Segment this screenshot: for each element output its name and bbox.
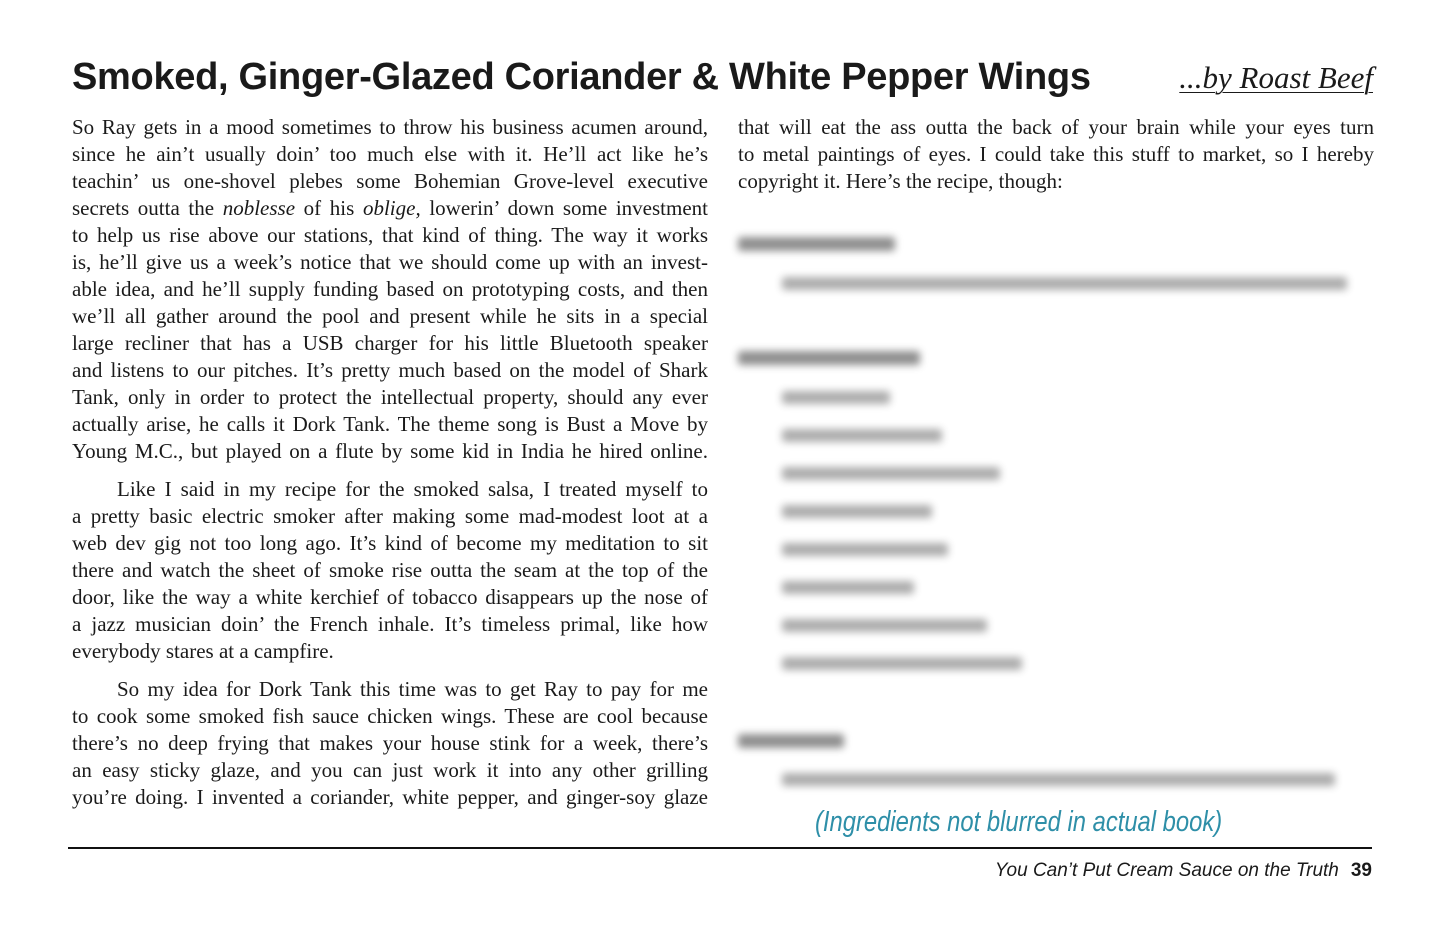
blurred-heading [738,734,844,748]
recipe-title: Smoked, Ginger-Glazed Coriander & White Pepper Wings [72,56,1091,98]
page-number: 39 [1350,860,1372,881]
text-line: So Ray gets in a mood sometimes to throw his business acumen around, [72,115,708,139]
italic-span: noblesse [222,196,296,220]
text-line: there and watch the sheet of smoke rise outta the seam at the top of the [72,558,708,582]
text-line: Like I said in my recipe for the smoked salsa, I treated myself to [117,477,708,501]
blurred-line [782,277,1347,290]
text-line: teachin’ us one-shovel plebes some Bohemian Grove-level executive [72,169,708,193]
blurred-line [782,429,942,442]
blurred-line [782,505,932,518]
text-line: a jazz musician doin’ the French inhale. It’s timeless primal, like how [72,612,708,636]
text-line: you’re doing. I invented a coriander, white pepper, and ginger-soy glaze [72,785,708,809]
right-column [738,114,1374,195]
text-line: to metal paintings of eyes. I could take this stuff to market, so I hereby [738,142,1374,166]
text-line: So my idea for Dork Tank this time was to get Ray to pay for me [117,677,708,701]
left-column [72,114,708,822]
blurred-line [782,543,948,556]
text-span: lowerin’ down some investment [420,196,708,220]
text-line: to cook some smoked fish sauce chicken wings. These are cool because [72,704,708,728]
paragraph-3 [72,676,708,811]
italic-span: oblige, [362,196,421,220]
text-line: since he ain’t usually doin’ too much else with it. He’ll act like he’s [72,142,708,166]
blur-note: (Ingredients not blurred in actual book) [815,806,1223,838]
blurred-line [782,773,1335,786]
text-line: is, he’ll give us a week’s notice that we should come up with an invest- [72,250,708,274]
blurred-line [782,467,1000,480]
blurred-heading [738,351,920,365]
blurred-line [782,391,890,404]
footer-rule [68,847,1372,849]
blurred-line [782,619,987,632]
text-line: an easy sticky glaze, and you can just work it into any other grilling [72,758,708,782]
text-line: we’ll all gather around the pool and present while he sits in a special [72,304,708,328]
text-line: Young M.C., but played on a flute by some kid in India he hired online. [72,439,708,463]
text-span: secrets outta the [72,196,223,220]
page-footer [995,860,1372,882]
text-line: web dev gig not too long ago. It’s kind of become my meditation to sit [72,531,708,555]
text-line: able idea, and he’ll supply funding based on prototyping costs, and then [72,277,708,301]
book-title: You Can’t Put Cream Sauce on the Truth [994,860,1339,881]
text-line: and listens to our pitches. It’s pretty much based on the model of Shark [72,358,708,382]
text-line: door, like the way a white kerchief of tobacco disappears up the nose of [72,585,708,609]
paragraph-1 [72,114,708,465]
text-line [72,195,708,222]
byline: ...by Roast Beef [1179,60,1373,95]
text-line: large recliner that has a USB charger for his little Bluetooth speaker [72,331,708,355]
text-span: of his [295,196,363,220]
text-line: a pretty basic electric smoker after making some mad-modest loot at a [72,504,708,528]
paragraph-2 [72,476,708,665]
text-line: everybody stares at a campfire. [72,639,334,663]
text-line: copyright it. Here’s the recipe, though: [738,169,1063,193]
text-line: that will eat the ass outta the back of your brain while your eyes turn [738,115,1374,139]
text-line: to help us rise above our stations, that kind of thing. The way it works [72,223,708,247]
blurred-line [782,581,914,594]
blurred-heading [738,237,895,251]
blurred-line [782,657,1022,670]
text-line: Tank, only in order to protect the intellectual property, should any ever [72,385,708,409]
text-line: actually arise, he calls it Dork Tank. The theme song is Bust a Move by [72,412,708,436]
text-line: there’s no deep frying that makes your house stink for a week, there’s [72,731,708,755]
